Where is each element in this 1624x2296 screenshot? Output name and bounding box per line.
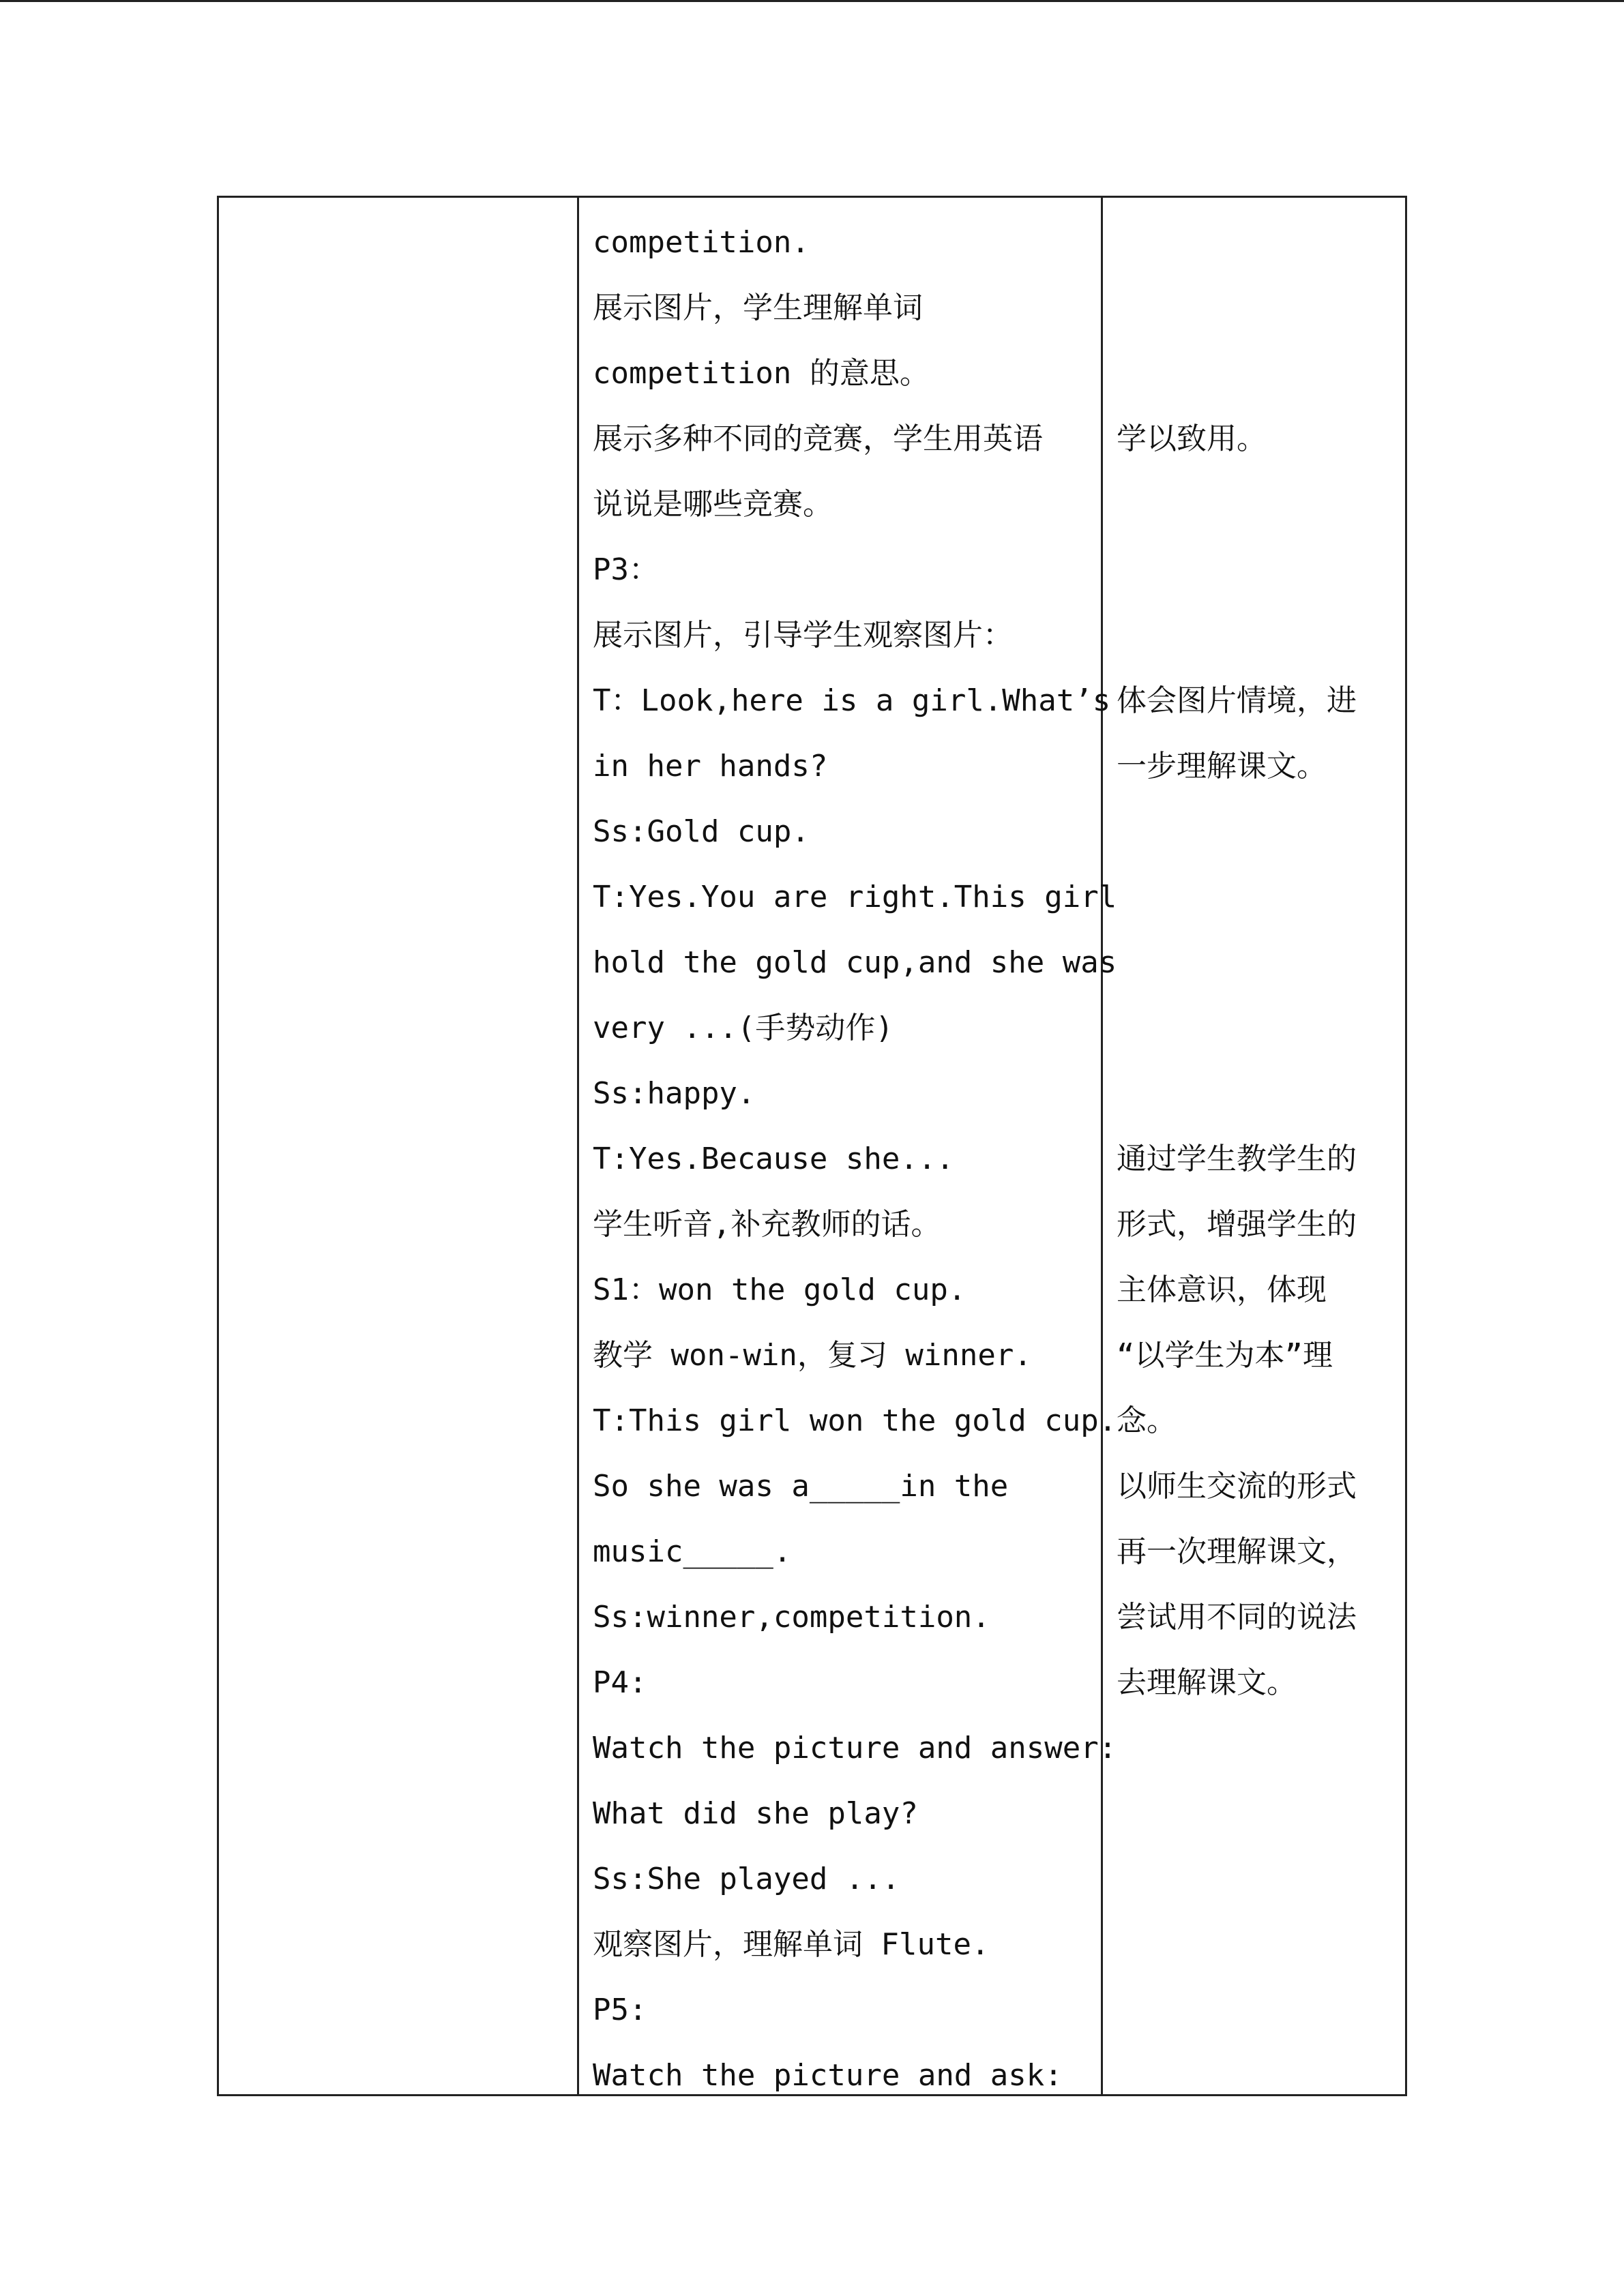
procedure-line: Ss:Gold cup. bbox=[593, 814, 810, 849]
stage-column bbox=[219, 198, 579, 2094]
procedure-line: 观察图片，理解单词 Flute. bbox=[593, 1927, 990, 1962]
purpose-line: 念。 bbox=[1117, 1403, 1177, 1438]
purpose-line: 尝试用不同的说法 bbox=[1117, 1600, 1357, 1635]
procedure-line: competition 的意思。 bbox=[593, 356, 930, 391]
procedure-line: So she was a_____in the bbox=[593, 1469, 1009, 1504]
purpose-line: 通过学生教学生的 bbox=[1117, 1142, 1357, 1176]
procedure-line: 教学 won-win，复习 winner. bbox=[593, 1338, 1032, 1373]
procedure-line: What did she play? bbox=[593, 1796, 918, 1831]
procedure-line: Watch the picture and answer: bbox=[593, 1731, 1117, 1765]
procedure-line: S1：won the gold cup. bbox=[593, 1272, 966, 1307]
purpose-line: 以师生交流的形式 bbox=[1117, 1469, 1357, 1504]
procedure-line: Ss:winner,competition. bbox=[593, 1600, 990, 1635]
procedure-line: Ss:She played ... bbox=[593, 1862, 900, 1896]
procedure-line: in her hands? bbox=[593, 749, 828, 784]
procedure-line: T:This girl won the gold cup. bbox=[593, 1403, 1117, 1438]
purpose-line: 形式，增强学生的 bbox=[1117, 1207, 1357, 1242]
procedure-line: 说说是哪些竞赛。 bbox=[593, 487, 833, 522]
procedure-line: competition. bbox=[593, 225, 810, 260]
purpose-line: 学以致用。 bbox=[1117, 421, 1267, 456]
procedure-column bbox=[579, 198, 1117, 2094]
procedure-line: T:Yes.You are right.This girl bbox=[593, 880, 1117, 914]
purpose-line: 一步理解课文。 bbox=[1117, 749, 1327, 784]
procedure-line: 展示图片，引导学生观察图片： bbox=[593, 618, 1013, 653]
lesson-plan-table bbox=[217, 196, 1407, 2096]
purpose-column bbox=[1103, 198, 1409, 2094]
procedure-line: 展示多种不同的竞赛，学生用英语 bbox=[593, 421, 1043, 456]
purpose-line: 再一次理解课文， bbox=[1117, 1534, 1357, 1569]
procedure-line: music_____. bbox=[593, 1534, 792, 1569]
procedure-line: P3： bbox=[593, 552, 659, 587]
procedure-line: P4: bbox=[593, 1665, 647, 1700]
purpose-line: “以学生为本”理 bbox=[1117, 1338, 1333, 1373]
procedure-line: 展示图片，学生理解单词 bbox=[593, 290, 923, 325]
page-top-rule bbox=[0, 0, 1624, 2]
purpose-line: 体会图片情境，进 bbox=[1117, 683, 1357, 718]
procedure-line: 学生听音,补充教师的话。 bbox=[593, 1207, 941, 1242]
procedure-line: T：Look,here is a girl.What’s bbox=[593, 683, 1111, 718]
procedure-line: P5: bbox=[593, 1993, 647, 2027]
procedure-line: hold the gold cup,and she was bbox=[593, 945, 1117, 980]
procedure-line: Ss:happy. bbox=[593, 1076, 756, 1111]
purpose-line: 主体意识，体现 bbox=[1117, 1272, 1327, 1307]
procedure-line: Watch the picture and ask: bbox=[593, 2058, 1063, 2093]
purpose-line: 去理解课文。 bbox=[1117, 1665, 1297, 1700]
procedure-line: T:Yes.Because she... bbox=[593, 1142, 954, 1176]
procedure-line: very ...(手势动作) bbox=[593, 1011, 894, 1045]
